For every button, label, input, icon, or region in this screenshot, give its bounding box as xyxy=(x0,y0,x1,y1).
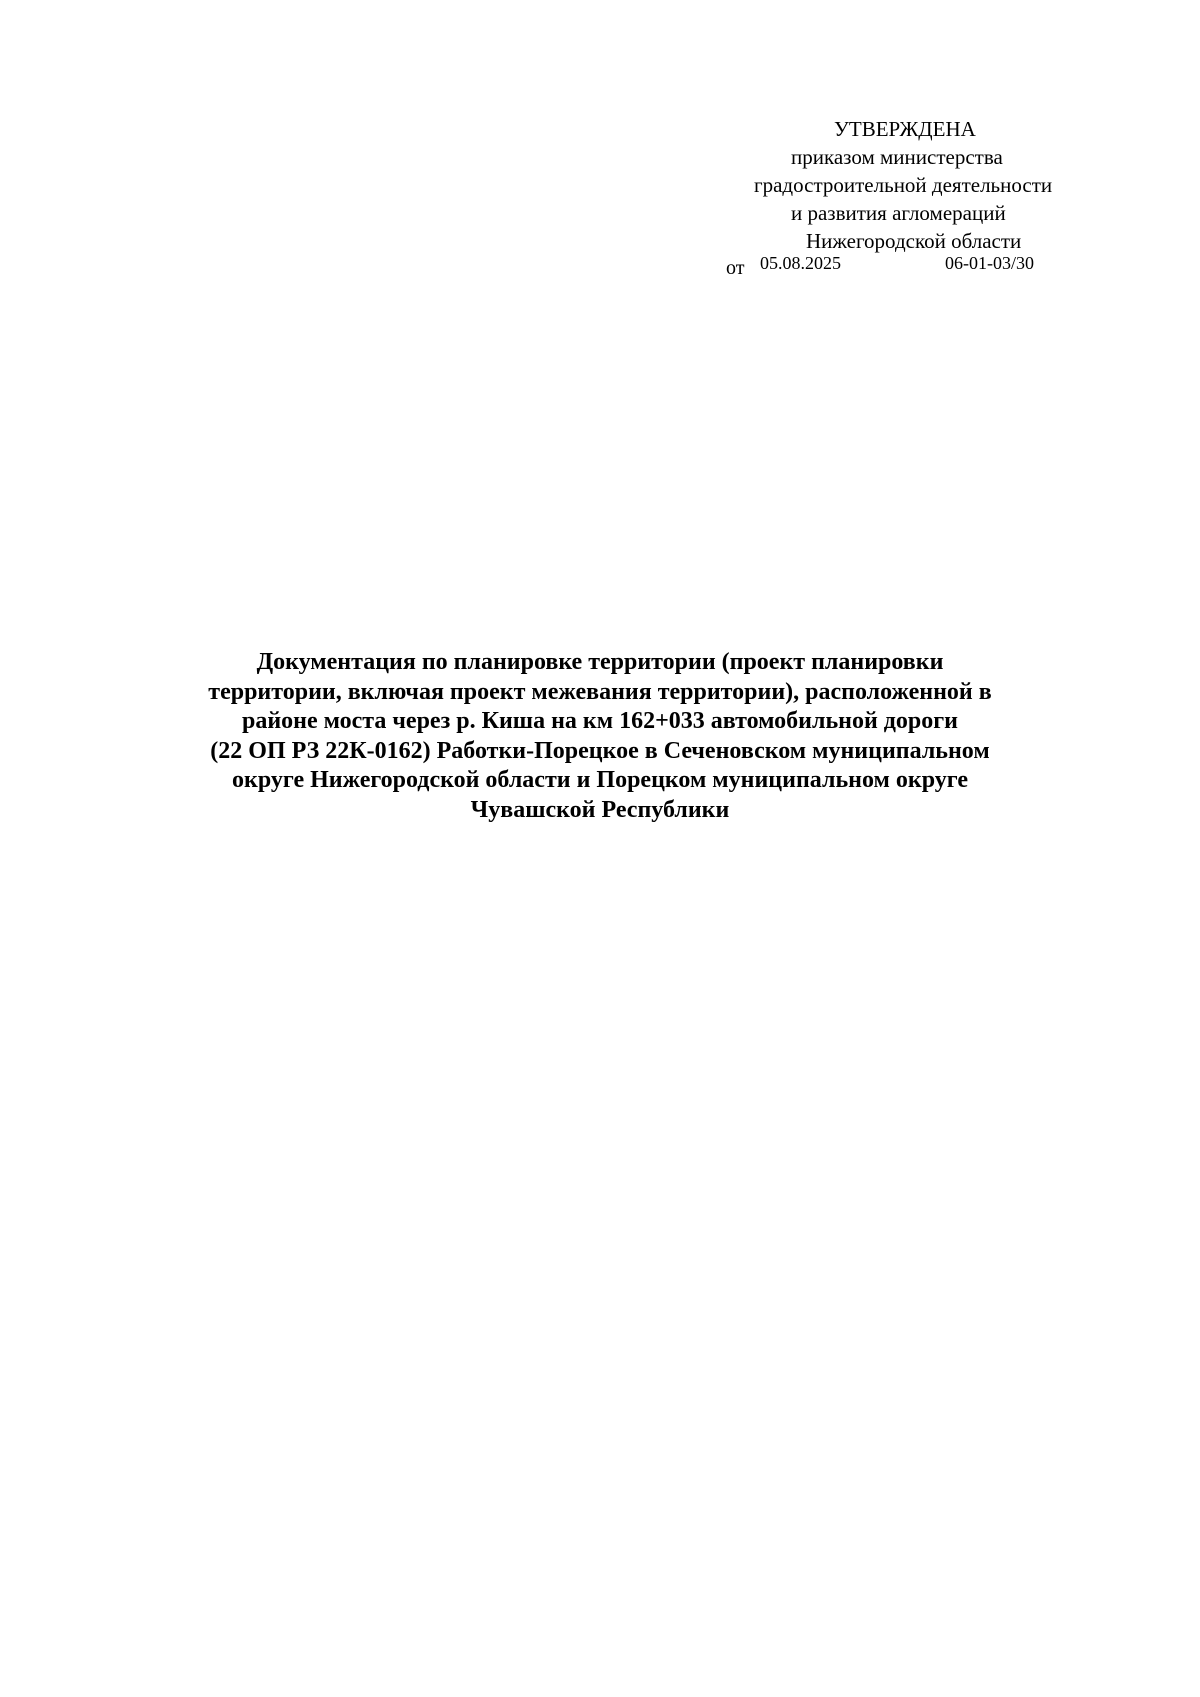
title-line: Чувашской Республики xyxy=(470,796,730,823)
title-line: Документация по планировке территории (проект планировки xyxy=(256,649,944,675)
title-line: территории, включая проект межевания территории), расположенной в xyxy=(208,678,992,705)
approval-line-agglomeration: и развития агломераций xyxy=(791,201,1006,225)
title-line: районе моста через р. Киша на км 162+033 автомобильной дороги xyxy=(241,708,959,734)
order-prefix: от xyxy=(726,257,745,279)
order-date: 05.08.2025 xyxy=(760,253,841,273)
title-line: (22 ОП РЗ 22К-0162) Работки-Порецкое в Сеченовском муниципальном xyxy=(210,737,990,764)
document-title xyxy=(120,648,1080,825)
order-details xyxy=(726,253,1126,279)
approval-line-order: приказом министерства xyxy=(791,145,1003,169)
order-number: 06-01-03/30 xyxy=(945,253,1034,273)
approval-heading: УТВЕРЖДЕНА xyxy=(834,117,976,141)
title-line: округе Нижегородской области и Порецком муниципальном округе xyxy=(232,767,968,793)
approval-line-ministry: градостроительной деятельности xyxy=(754,173,1053,197)
approval-line-region: Нижегородской области xyxy=(806,229,1022,253)
